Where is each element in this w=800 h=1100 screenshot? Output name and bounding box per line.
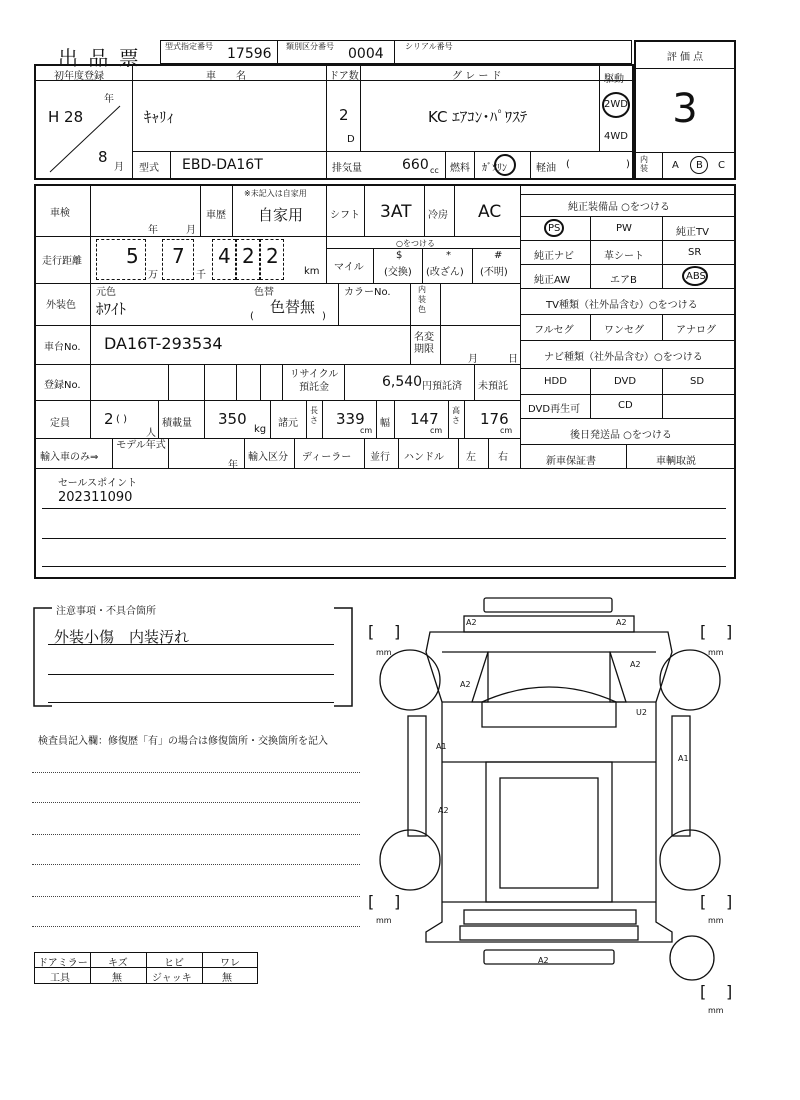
bracket-rl-open: [: [368, 892, 375, 911]
recycle-value: 6,540: [382, 374, 423, 390]
equip-sr: SR: [688, 247, 702, 258]
navi-sd: SD: [690, 376, 705, 387]
sales-point-value: 202311090: [58, 490, 133, 505]
dims-label: 諸元: [278, 418, 298, 429]
length-value: 339: [336, 410, 365, 428]
later-title: 後日発送品 ○をつける: [570, 430, 672, 441]
class-code-value: 0004: [348, 46, 384, 62]
exchanged-label: (交換): [384, 267, 412, 278]
bracket-sp-close: ]: [726, 982, 733, 1001]
width-label: 幅: [380, 418, 390, 429]
mark-left-rear: A2: [438, 806, 449, 815]
mm-rr: mm: [708, 916, 724, 925]
mm-fl: mm: [376, 648, 392, 657]
form-title: 出 品 票: [58, 46, 141, 70]
tv-oneseg: ワンセグ: [604, 325, 644, 336]
kg-unit: kg: [254, 424, 267, 435]
mark-front-bumper-right: A2: [616, 618, 627, 627]
drive-2wd: 2WD: [604, 99, 628, 110]
era-year: H 28: [48, 108, 84, 126]
length-cm: cm: [360, 426, 373, 435]
score-value: 3: [672, 86, 698, 132]
car-name-value: ｷｬﾘｨ: [144, 108, 175, 126]
mark-right-door: U2: [636, 708, 647, 717]
mark-front-fender-right: A2: [630, 660, 641, 669]
nc-day: 日: [508, 354, 518, 365]
class-code-box: [277, 40, 395, 64]
bracket-fr-close: ]: [726, 622, 733, 641]
ac-value: AC: [478, 202, 502, 222]
date-slash: [44, 102, 124, 176]
mileage-digit-5-value: 2: [266, 244, 279, 268]
height-value: 176: [480, 410, 509, 428]
tools-r4: 無: [222, 973, 232, 984]
drive-4wd: 4WD: [604, 131, 628, 142]
reg-month: 8: [98, 148, 108, 166]
interior-a: A: [672, 160, 679, 171]
shift-value: 3AT: [380, 202, 412, 222]
equip-abs: ABS: [686, 271, 706, 282]
orig-color-label: 元色: [96, 287, 116, 298]
repaint-paren-open: (: [250, 311, 254, 322]
tv-fullseg: フルセグ: [534, 325, 574, 336]
inspector-title: 検査員記入欄：修復歴「有」の場合は修復箇所・交換箇所を記入: [38, 736, 328, 747]
equip-abs-circle: [682, 266, 708, 286]
tools-h1: ドアミラー: [38, 958, 88, 969]
score-label: 評 価 点: [666, 52, 704, 63]
grade-label: グ レ ー ド: [452, 71, 502, 82]
type-label: 型式: [139, 163, 159, 174]
sen-unit: 千: [196, 270, 206, 281]
repaint-label: 色替: [254, 287, 274, 298]
displacement-value: 660: [402, 157, 429, 173]
interior-color-label: 内装色: [418, 285, 426, 314]
tools-h3: ヒビ: [164, 958, 184, 969]
interior-b-circle: [690, 156, 708, 174]
car-damage-diagram: [360, 592, 740, 1032]
name-change-label: 名変期限: [414, 332, 434, 355]
later-warranty: 新車保証書: [546, 456, 596, 467]
interior-c: C: [718, 160, 725, 171]
notes-bracket: [32, 606, 354, 710]
width-value: 147: [410, 410, 439, 428]
mark-rear-bumper: A2: [538, 956, 549, 965]
tools-r2: 無: [112, 973, 122, 984]
recycle-pending: 未預託: [478, 381, 508, 392]
tv-title: TV種類（社外品含む）○をつける: [546, 300, 698, 311]
color-label: 外装色: [46, 300, 76, 311]
mark-left-door: A1: [436, 742, 447, 751]
fuel-label: 燃料: [450, 163, 470, 174]
mileage-digit-3-value: 4: [218, 244, 231, 268]
displacement-label: 排気量: [332, 163, 362, 174]
bracket-fl-open: [: [368, 622, 375, 641]
capacity-label: 定員: [50, 418, 70, 429]
mm-fr: mm: [708, 648, 724, 657]
equipment-title: 純正装備品 ○をつける: [568, 202, 670, 213]
vehicle-block: [34, 64, 634, 180]
person-unit: 人: [146, 428, 156, 439]
equip-pw: PW: [616, 223, 632, 234]
drive-2wd-circle: [602, 92, 630, 118]
history-note: ※未記入は自家用: [244, 189, 307, 198]
inspection-month-unit: 月: [186, 225, 196, 236]
height-cm: cm: [500, 426, 513, 435]
notes-text: 外装小傷 内装汚れ: [54, 628, 190, 646]
navi-dvd-play: DVD再生可: [528, 404, 581, 415]
fuel-value: ｶﾞｿﾘﾝ: [482, 163, 507, 174]
model-year-label: モデル年式: [116, 440, 166, 451]
sales-point-label: セールスポイント: [58, 478, 138, 489]
chassis-value: DA16T-293534: [104, 334, 223, 353]
month-suffix: 月: [114, 162, 124, 173]
mileage-label: 走行距離: [42, 256, 82, 267]
bracket-fr-open: [: [700, 622, 707, 641]
serial-label: シリアル番号: [405, 42, 453, 51]
year-suffix: 年: [104, 94, 114, 105]
height-label: 高さ: [452, 406, 460, 425]
chassis-label: 車台No.: [44, 342, 81, 353]
equip-leather: 革シート: [604, 251, 644, 262]
cc-unit: cc: [430, 166, 439, 175]
load-label: 積載量: [162, 418, 192, 429]
notes-title: 注意事項・不具合箇所: [56, 606, 156, 617]
tv-analog: アナログ: [676, 325, 716, 336]
orig-color-value: ﾎﾜｲﾄ: [96, 300, 127, 318]
fuel-paren-open: (: [566, 159, 570, 170]
serial-box: [394, 40, 632, 64]
type-value: EBD-DA16T: [182, 157, 263, 173]
capacity-paren: ( ): [116, 414, 127, 425]
history-label: 車歴: [206, 210, 226, 221]
car-name-label: 車 名: [206, 71, 246, 82]
mileage-digit-2-value: 7: [172, 244, 185, 268]
class-code-label: 類別区分番号: [286, 42, 334, 51]
mileage-digit-1-value: 5: [126, 244, 139, 268]
equip-ps-circle: [544, 219, 564, 237]
grade-value: KC ｴｱｺﾝ･ﾊﾟﾜｽﾃ: [428, 108, 528, 126]
tools-r1: 工具: [50, 973, 70, 984]
mark-front-fender-left: A2: [460, 680, 471, 689]
load-value: 350: [218, 410, 247, 428]
navi-title: ナビ種類（社外品含む）○をつける: [544, 352, 703, 363]
drive-label: 駆動: [604, 74, 624, 85]
mm-rl: mm: [376, 916, 392, 925]
bracket-rl-close: ]: [394, 892, 401, 911]
handle-label: ハンドル: [404, 452, 444, 463]
model-year-unit: 年: [228, 460, 238, 471]
repaint-paren-close: ): [322, 311, 326, 322]
tools-h2: キズ: [108, 958, 128, 969]
mark-right-side: A1: [678, 754, 689, 763]
navi-dvd: DVD: [614, 376, 637, 387]
tampered-symbol: *: [446, 250, 451, 261]
tools-r3: ジャッキ: [152, 973, 192, 984]
bracket-rr-open: [: [700, 892, 707, 911]
shift-label: シフト: [330, 210, 360, 221]
unknown-symbol: #: [494, 250, 503, 261]
color-no-label: カラーNo.: [344, 287, 391, 298]
unknown-label: (不明): [480, 267, 508, 278]
equip-airbag: エアB: [610, 275, 637, 286]
mark-note: ○をつける: [396, 239, 435, 248]
man-unit: 万: [148, 270, 158, 281]
import-class-label: 輸入区分: [248, 452, 288, 463]
exchanged-symbol: $: [396, 250, 403, 261]
recycle-label: リサイクル預託金: [289, 369, 339, 393]
door-type: D: [347, 134, 355, 145]
bracket-sp-open: [: [700, 982, 707, 1001]
later-manual: 車輌取説: [656, 456, 696, 467]
navi-hdd: HDD: [544, 376, 567, 387]
equip-navi: 純正ナビ: [534, 251, 574, 262]
interior-b: B: [696, 160, 703, 171]
nc-month: 月: [468, 354, 478, 365]
repaint-value: 色替無: [270, 298, 316, 316]
parallel-label: 並行: [370, 452, 390, 463]
tampered-label: (改ざん): [426, 267, 464, 278]
equip-aw: 純正AW: [534, 275, 571, 286]
equip-ps: PS: [548, 223, 561, 234]
score-box: [634, 40, 736, 180]
length-label: 長さ: [310, 406, 318, 425]
doors-value: 2: [339, 106, 349, 124]
mileage-digit-4-value: 2: [242, 244, 255, 268]
inspection-year-unit: 年: [148, 225, 158, 236]
tools-h4: ワレ: [220, 958, 240, 969]
model-code-box: [160, 40, 278, 64]
mark-front-bumper-left: A2: [466, 618, 477, 627]
bracket-fl-close: ]: [394, 622, 401, 641]
mm-spare: mm: [708, 1006, 724, 1015]
first-reg-label: 初年度登録: [54, 71, 104, 82]
mile-label: マイル: [334, 262, 364, 273]
recycle-deposited: 円預託済: [422, 381, 462, 392]
km-unit: km: [304, 266, 320, 277]
fuel-paren-close: ): [626, 159, 630, 170]
navi-cd: CD: [618, 400, 633, 411]
left-label: 左: [466, 452, 476, 463]
bracket-rr-close: ]: [726, 892, 733, 911]
ac-label: 冷房: [428, 210, 448, 221]
history-value: 自家用: [258, 206, 304, 224]
reg-no-label: 登録No.: [44, 380, 81, 391]
width-cm: cm: [430, 426, 443, 435]
inspection-label: 車検: [50, 208, 70, 219]
model-code-label: 型式指定番号: [165, 42, 213, 51]
equip-tv: 純正TV: [676, 227, 709, 238]
right-label: 右: [498, 452, 508, 463]
light-oil-label: 軽油: [536, 163, 556, 174]
fuel-circle: [494, 154, 516, 176]
doors-label: ドア数: [329, 71, 359, 82]
capacity-value: 2: [104, 410, 114, 428]
dealer-label: ディーラー: [302, 452, 352, 463]
import-label: 輸入車のみ⇒: [40, 452, 99, 463]
interior-label: 内装: [640, 155, 648, 173]
model-code-value: 17596: [227, 46, 272, 62]
